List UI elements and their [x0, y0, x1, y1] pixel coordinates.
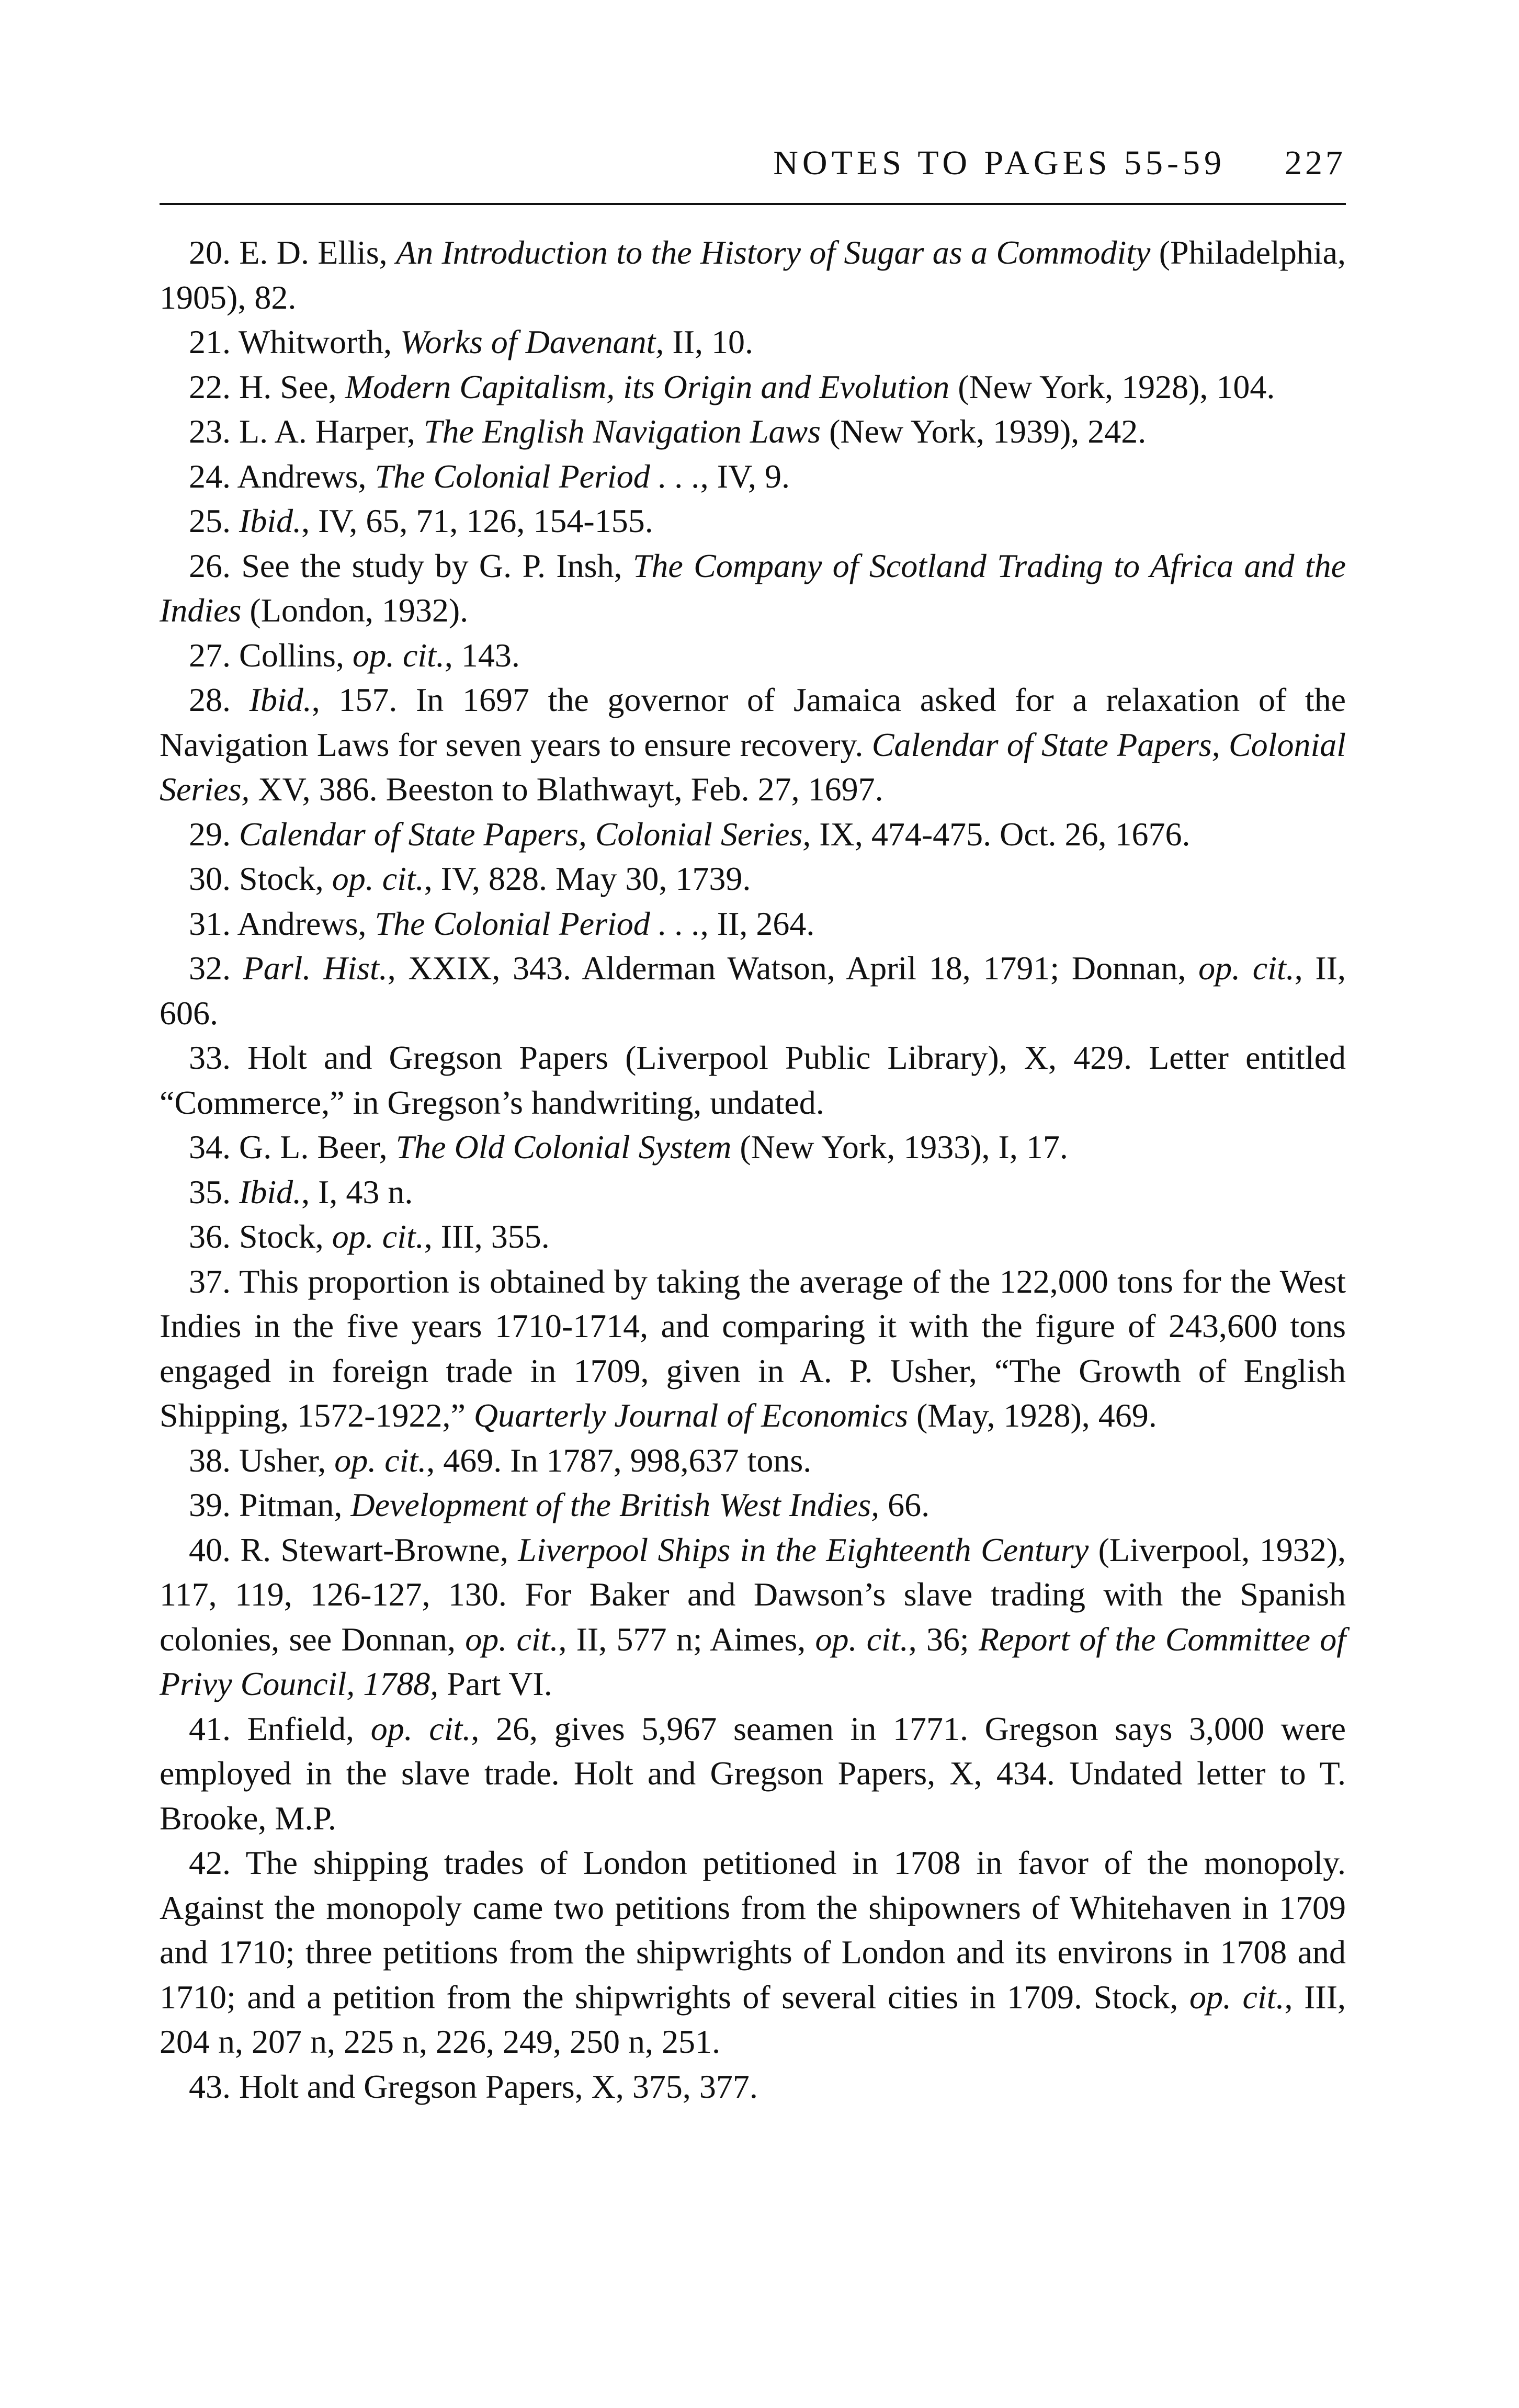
footnote-text: R. Stewart-Browne, — [231, 1531, 518, 1568]
footnote-text: , IV, 828. May 30, 1739. — [424, 860, 751, 897]
footnote-text: , III, 204 n, 207 n, 225 n, 226, 249, 250 n, 251. — [160, 1978, 1346, 2060]
footnote-number: 32. — [189, 949, 231, 987]
footnote — [160, 812, 1346, 857]
footnote-text: Holt and Gregson Papers (Liverpool Public Library), X, 429. Letter entitled “Commerce,” in Gregson’s handwriting, undated. — [160, 1039, 1346, 1121]
footnote — [160, 901, 1346, 946]
footnote-text: IX, 474-475. Oct. 26, 1676. — [811, 815, 1191, 853]
footnote-italic-text: Report of the Committee of Privy Council, 1788, — [160, 1620, 1346, 1702]
footnote-number: 28. — [189, 681, 231, 718]
footnote-text — [231, 502, 239, 539]
footnote-text: (Philadelphia, 1905), 82. — [160, 234, 1346, 316]
footnote — [160, 1840, 1346, 2064]
footnote-text: XV, 386. Beeston to Blathwayt, Feb. 27, 1697. — [250, 771, 883, 808]
footnote-text: (May, 1928), 469. — [908, 1397, 1157, 1434]
footnote-text — [231, 816, 239, 853]
footnote — [160, 1170, 1346, 1215]
footnote-italic-text: op. cit. — [352, 636, 445, 674]
footnote-number: 23. — [189, 413, 231, 450]
footnote-italic-text: Quarterly Journal of Economics — [473, 1397, 908, 1434]
footnote — [160, 320, 1346, 365]
footnote-text: See the study by G. P. Insh, — [231, 547, 633, 584]
footnote-text: , 36; — [908, 1620, 979, 1658]
footnote — [160, 946, 1346, 1035]
footnote-text: (Liverpool, 1932), 117, 119, 126-127, 130. For Baker and Dawson’s slave trading with the Spanish colonies, see Donnan, — [160, 1531, 1346, 1658]
footnote-text: , II, 264. — [700, 905, 815, 942]
footnote-text: , III, 355. — [424, 1218, 550, 1255]
footnote-text: Part VI. — [438, 1665, 552, 1702]
footnote-number: 43. — [189, 2067, 231, 2105]
footnote-text: The shipping trades of London petitioned in 1708 in favor of the monopoly. Against the monopoly came two petitions from the shipowners of Whitehaven in 1709 and 1710; three petitions from the shipwrights of London and its environs in 1708 and 1710; and a petition from the shipwrights of several cities in 1709. Stock, — [160, 1844, 1346, 2016]
footnote — [160, 499, 1346, 544]
footnote-italic-text: The English Navigation Laws — [423, 413, 821, 450]
footnote-number: 26. — [189, 547, 231, 584]
footnote-text: , II, 577 n; Aimes, — [558, 1620, 815, 1658]
footnote-text: Collins, — [231, 636, 353, 674]
footnote-text: Andrews, — [231, 905, 375, 942]
footnote-text: L. A. Harper, — [231, 413, 424, 450]
footnote-italic-text: op. cit. — [370, 1710, 471, 1747]
footnote-italic-text: op. cit. — [334, 1441, 427, 1479]
footnote — [160, 1035, 1346, 1125]
footnote-number: 22. — [189, 368, 231, 405]
footnote-text: (New York, 1939), 242. — [821, 413, 1147, 450]
notes-list — [160, 230, 1346, 2109]
footnote-italic-text: op. cit. — [815, 1620, 909, 1658]
footnote-number: 27. — [189, 636, 231, 674]
footnote-text: , 469. In 1787, 998,637 tons. — [426, 1441, 812, 1479]
footnote-italic-text: op. cit. — [1198, 949, 1295, 987]
footnote — [160, 1438, 1346, 1483]
footnote-text: (New York, 1933), I, 17. — [731, 1128, 1068, 1166]
footnote-text: , 143. — [444, 636, 520, 674]
footnote-text: , XXIX, 343. Alderman Watson, April 18, 1791; Donnan, — [387, 949, 1199, 987]
footnote — [160, 454, 1346, 499]
running-header — [160, 131, 1346, 194]
footnote-italic-text: The Old Colonial System — [395, 1128, 732, 1166]
footnote-text: , IV, 65, 71, 126, 154-155. — [301, 502, 653, 539]
footnote-text: Whitworth, — [231, 323, 401, 360]
footnote-text: , 26, gives 5,967 seamen in 1771. Gregson says 3,000 were employed in the slave trade. Holt and Gregson Papers, X, 434. Undated letter to T. Brooke, M.P. — [160, 1710, 1346, 1837]
footnote-number: 40. — [189, 1531, 231, 1568]
footnote-number: 38. — [189, 1441, 231, 1479]
footnote-text: II, 10. — [664, 323, 753, 360]
footnote-number: 42. — [189, 1844, 231, 1881]
footnote-italic-text: op. cit. — [332, 860, 424, 897]
footnote-number: 35. — [189, 1173, 231, 1211]
footnote-number: 34. — [189, 1128, 231, 1166]
footnote-text: This proportion is obtained by taking the average of the 122,000 tons for the West Indies in the five years 1710-1714, and comparing it with the figure of 243,600 tons engaged in foreign trade in 1709, given in A. P. Usher, “The Growth of English Shipping, 1572-1922,” — [160, 1262, 1346, 1434]
footnote-text: H. See, — [231, 368, 345, 405]
footnote-italic-text: Calendar of State Papers, Colonial Series, — [160, 726, 1346, 808]
footnote-italic-text: Parl. Hist. — [243, 949, 388, 987]
footnote-italic-text: Development of the British West Indies, — [350, 1486, 880, 1523]
footnote-text: E. D. Ellis, — [231, 234, 396, 271]
footnote — [160, 1259, 1346, 1438]
footnote-italic-text: The Colonial Period . . . — [375, 905, 700, 942]
footnote-italic-text: An Introduction to the History of Sugar as a Commodity — [396, 234, 1151, 271]
footnote — [160, 365, 1346, 410]
footnote-italic-text: op. cit. — [332, 1218, 424, 1255]
footnote-text: , 157. In 1697 the governor of Jamaica asked for a relaxation of the Navigation Laws for seven years to ensure recovery. — [160, 681, 1346, 763]
footnote-italic-text: op. cit. — [1189, 1978, 1285, 2016]
footnote-italic-text: Modern Capitalism, its Origin and Evolution — [345, 368, 950, 405]
footnote — [160, 230, 1346, 320]
footnote-number: 37. — [189, 1262, 231, 1300]
footnote-italic-text: Calendar of State Papers, Colonial Series, — [239, 815, 811, 853]
footnote-text — [231, 1173, 239, 1211]
footnote — [160, 1125, 1346, 1170]
footnote-text: , IV, 9. — [700, 457, 790, 495]
footnote — [160, 856, 1346, 901]
footnote-italic-text: The Company of Scotland Trading to Africa and the Indies — [160, 547, 1346, 629]
footnote-text: Andrews, — [231, 457, 375, 495]
footnote-number: 21. — [189, 323, 231, 360]
footnote-number: 36. — [189, 1218, 231, 1255]
footnote — [160, 2064, 1346, 2109]
footnote-italic-text: The Colonial Period . . . — [375, 457, 700, 495]
footnote-number: 30. — [189, 860, 231, 897]
footnote-italic-text: Works of Davenant, — [400, 323, 664, 360]
footnote-text: (London, 1932). — [241, 592, 469, 629]
footnote-italic-text: Ibid. — [239, 502, 302, 539]
footnote — [160, 1528, 1346, 1706]
footnote-text: (New York, 1928), 104. — [949, 368, 1275, 405]
footnote-italic-text: Liverpool Ships in the Eighteenth Century — [518, 1531, 1089, 1568]
footnote-number: 41. — [189, 1710, 231, 1747]
footnote-number: 25. — [189, 502, 231, 539]
footnote — [160, 409, 1346, 454]
footnote-text: Usher, — [231, 1441, 335, 1479]
footnote — [160, 544, 1346, 633]
footnote-number: 20. — [189, 234, 231, 271]
footnote — [160, 677, 1346, 812]
footnote-text: Holt and Gregson Papers, X, 375, 377. — [231, 2067, 758, 2105]
book-page — [160, 131, 1346, 2109]
footnote-text: 66. — [879, 1486, 930, 1523]
footnote-text: Stock, — [231, 1218, 332, 1255]
page-number: 227 — [1285, 144, 1346, 182]
footnote-text: Pitman, — [231, 1486, 351, 1523]
footnote — [160, 633, 1346, 678]
footnote-italic-text: op. cit. — [465, 1620, 559, 1658]
footnote-italic-text: Ibid. — [249, 681, 312, 718]
footnote-italic-text: Ibid. — [239, 1173, 302, 1211]
footnote-number: 24. — [189, 457, 231, 495]
footnote-text: Stock, — [231, 860, 332, 897]
footnote-number: 33. — [189, 1039, 231, 1076]
footnote-number: 31. — [189, 905, 231, 942]
footnote — [160, 1483, 1346, 1528]
footnote-number: 39. — [189, 1486, 231, 1523]
header-title: NOTES TO PAGES 55-59 — [773, 144, 1226, 182]
footnote — [160, 1214, 1346, 1259]
footnote-text — [231, 949, 243, 987]
footnote-text: G. L. Beer, — [231, 1128, 396, 1166]
footnote-text: , I, 43 n. — [301, 1173, 413, 1211]
footnote-text: , II, 606. — [160, 949, 1346, 1032]
footnote — [160, 1706, 1346, 1841]
footnote-number: 29. — [189, 815, 231, 853]
footnote-text — [231, 681, 250, 718]
footnote-text: Enfield, — [231, 1710, 371, 1747]
header-rule — [160, 203, 1346, 205]
